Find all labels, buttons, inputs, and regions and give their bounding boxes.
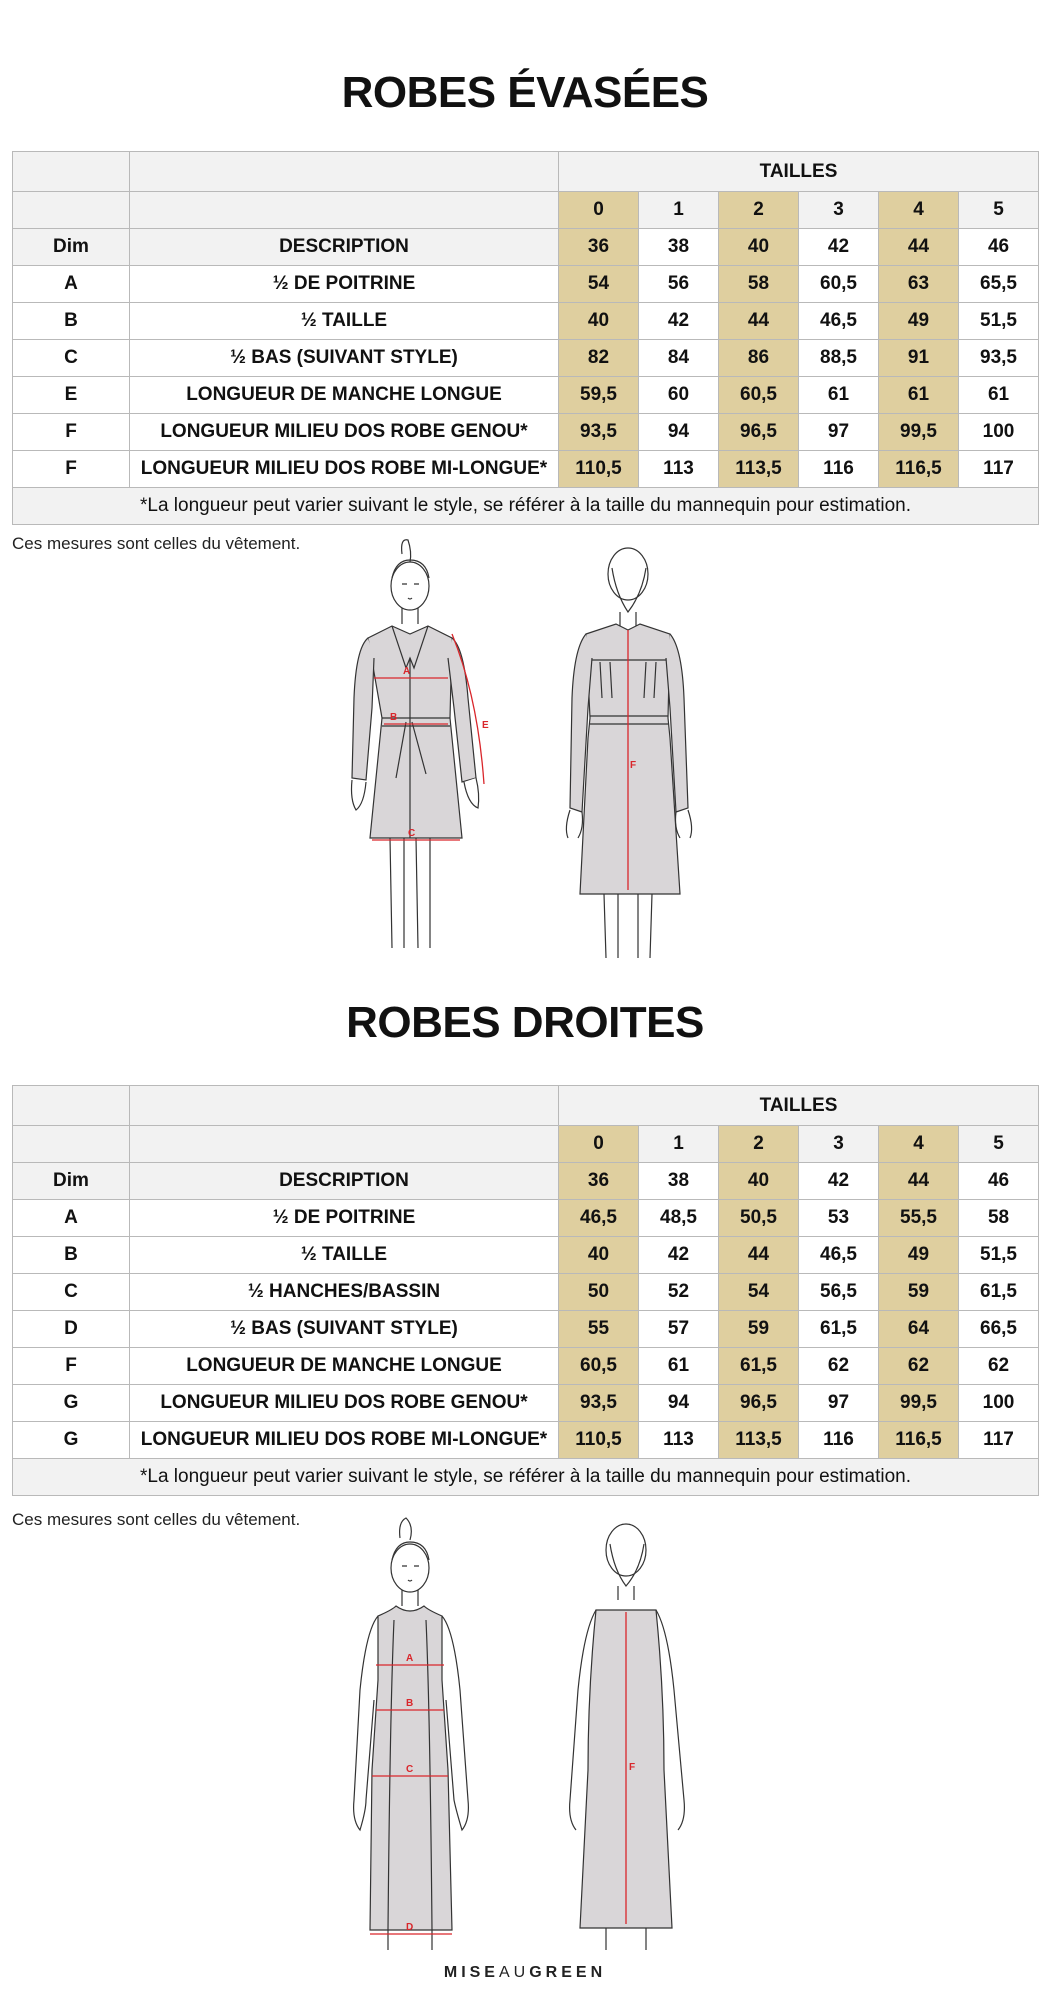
front-figure-droite <box>354 1518 469 1950</box>
description-cell: ½ HANCHES/BASSIN <box>130 1274 559 1311</box>
measurement-cell: 54 <box>559 266 639 303</box>
table-row <box>13 1274 1039 1311</box>
empty-cell <box>13 1086 130 1126</box>
table-row <box>13 377 1039 414</box>
table-row <box>13 1200 1039 1237</box>
mesures-note: Ces mesures sont celles du vêtement. <box>12 534 301 553</box>
size-value-header: 46 <box>959 229 1039 266</box>
measurement-cell: 110,5 <box>559 1422 639 1459</box>
size-table-evasees <box>12 151 1039 525</box>
size-value-header: 40 <box>719 229 799 266</box>
brand-logo: MISEAUGREEN <box>443 1964 607 1981</box>
description-cell: ½ BAS (SUIVANT STYLE) <box>130 340 559 377</box>
measurement-cell: 93,5 <box>559 414 639 451</box>
measurement-cell: 57 <box>639 1311 719 1348</box>
front-label-c: C <box>406 1764 414 1775</box>
measurement-cell: 84 <box>639 340 719 377</box>
measurement-cell: 61,5 <box>959 1274 1039 1311</box>
front-label-d: D <box>406 1922 414 1933</box>
measurement-cell: 51,5 <box>959 303 1039 340</box>
measurement-cell: 62 <box>959 1348 1039 1385</box>
size-value-header: 46 <box>959 1163 1039 1200</box>
size-index-cell: 3 <box>799 1126 879 1163</box>
description-cell: ½ DE POITRINE <box>130 266 559 303</box>
measurement-cell: 113,5 <box>719 451 799 488</box>
size-index-cell: 3 <box>799 192 879 229</box>
measurement-cell: 46,5 <box>559 1200 639 1237</box>
front-label-b: B <box>406 1698 414 1709</box>
size-index-cell: 1 <box>639 1126 719 1163</box>
front-figure-evasee <box>352 540 479 948</box>
dim-cell: A <box>13 1200 130 1237</box>
measurement-cell: 44 <box>719 1237 799 1274</box>
measurement-cell: 99,5 <box>879 1385 959 1422</box>
measurement-cell: 64 <box>879 1311 959 1348</box>
measurement-cell: 46,5 <box>799 1237 879 1274</box>
measurement-cell: 62 <box>879 1348 959 1385</box>
dim-header: Dim <box>13 1163 130 1200</box>
description-cell: ½ BAS (SUIVANT STYLE) <box>130 1311 559 1348</box>
dim-cell: B <box>13 1237 130 1274</box>
table-row <box>13 1237 1039 1274</box>
measurement-cell: 59,5 <box>559 377 639 414</box>
description-cell: LONGUEUR DE MANCHE LONGUE <box>130 1348 559 1385</box>
section1-title: ROBES ÉVASÉES <box>341 68 709 117</box>
measurement-cell: 61,5 <box>719 1348 799 1385</box>
front-label-e: E <box>482 720 489 731</box>
size-value-header: 42 <box>799 1163 879 1200</box>
size-index-cell: 5 <box>959 192 1039 229</box>
description-cell: LONGUEUR MILIEU DOS ROBE MI-LONGUE* <box>130 1422 559 1459</box>
table-row <box>13 303 1039 340</box>
size-table-droites <box>12 1085 1039 1496</box>
measurement-cell: 61,5 <box>799 1311 879 1348</box>
measurement-cell: 62 <box>799 1348 879 1385</box>
measurement-cell: 55,5 <box>879 1200 959 1237</box>
measurement-cell: 91 <box>879 340 959 377</box>
measurement-cell: 94 <box>639 414 719 451</box>
measurement-cell: 44 <box>719 303 799 340</box>
length-note: *La longueur peut varier suivant le style, se référer à la taille du mannequin pour estimation. <box>13 1459 1039 1496</box>
dim-cell: F <box>13 414 130 451</box>
empty-cell <box>13 152 130 192</box>
measurement-cell: 61 <box>799 377 879 414</box>
size-index-cell: 4 <box>879 1126 959 1163</box>
measurement-cell: 66,5 <box>959 1311 1039 1348</box>
table-row <box>13 414 1039 451</box>
measurement-cell: 88,5 <box>799 340 879 377</box>
dim-cell: G <box>13 1385 130 1422</box>
measurement-cell: 65,5 <box>959 266 1039 303</box>
measurement-cell: 113 <box>639 451 719 488</box>
dim-cell: B <box>13 303 130 340</box>
size-value-header: 42 <box>799 229 879 266</box>
description-cell: LONGUEUR MILIEU DOS ROBE GENOU* <box>130 414 559 451</box>
size-index-cell: 1 <box>639 192 719 229</box>
measurement-cell: 113,5 <box>719 1422 799 1459</box>
description-cell: LONGUEUR MILIEU DOS ROBE GENOU* <box>130 1385 559 1422</box>
measurement-cell: 50,5 <box>719 1200 799 1237</box>
measurement-cell: 116,5 <box>879 451 959 488</box>
measurement-cell: 100 <box>959 414 1039 451</box>
front-label-c: C <box>408 828 416 839</box>
size-value-header: 36 <box>559 229 639 266</box>
measurement-cell: 96,5 <box>719 414 799 451</box>
empty-cell <box>130 1086 559 1126</box>
measurement-cell: 116,5 <box>879 1422 959 1459</box>
description-cell: ½ TAILLE <box>130 303 559 340</box>
measurement-cell: 51,5 <box>959 1237 1039 1274</box>
measurement-cell: 60 <box>639 377 719 414</box>
measurement-cell: 94 <box>639 1385 719 1422</box>
measurement-cell: 93,5 <box>559 1385 639 1422</box>
dim-cell: G <box>13 1422 130 1459</box>
measurement-cell: 97 <box>799 1385 879 1422</box>
size-value-header: 40 <box>719 1163 799 1200</box>
dim-cell: D <box>13 1311 130 1348</box>
size-value-header: 36 <box>559 1163 639 1200</box>
size-value-header: 38 <box>639 1163 719 1200</box>
front-label-b: B <box>390 712 398 723</box>
measurement-cell: 59 <box>879 1274 959 1311</box>
measurement-cell: 56,5 <box>799 1274 879 1311</box>
measurement-cell: 60,5 <box>559 1348 639 1385</box>
measurement-cell: 61 <box>879 377 959 414</box>
section2-title: ROBES DROITES <box>346 998 704 1047</box>
size-index-cell: 5 <box>959 1126 1039 1163</box>
measurement-cell: 60,5 <box>799 266 879 303</box>
table-row <box>13 340 1039 377</box>
measurement-cell: 117 <box>959 451 1039 488</box>
measurement-cell: 117 <box>959 1422 1039 1459</box>
measurement-cell: 61 <box>959 377 1039 414</box>
size-index-cell: 0 <box>559 1126 639 1163</box>
measurement-cell: 46,5 <box>799 303 879 340</box>
table-row <box>13 1422 1039 1459</box>
measurement-cell: 48,5 <box>639 1200 719 1237</box>
droite-dress-figures <box>330 1510 710 1950</box>
measurement-cell: 53 <box>799 1200 879 1237</box>
measurement-cell: 82 <box>559 340 639 377</box>
tailles-header: TAILLES <box>559 152 1039 192</box>
measurement-cell: 110,5 <box>559 451 639 488</box>
empty-cell <box>13 1126 130 1163</box>
dim-cell: F <box>13 451 130 488</box>
back-label-f: F <box>630 760 637 771</box>
dim-cell: A <box>13 266 130 303</box>
dim-cell: F <box>13 1348 130 1385</box>
measurement-cell: 58 <box>959 1200 1039 1237</box>
measurement-cell: 93,5 <box>959 340 1039 377</box>
measurement-cell: 40 <box>559 1237 639 1274</box>
description-cell: ½ TAILLE <box>130 1237 559 1274</box>
tailles-header: TAILLES <box>559 1086 1039 1126</box>
back-figure-droite <box>570 1524 685 1950</box>
front-label-a: A <box>406 1653 414 1664</box>
measurement-cell: 60,5 <box>719 377 799 414</box>
measurement-cell: 61 <box>639 1348 719 1385</box>
measurement-cell: 58 <box>719 266 799 303</box>
empty-cell <box>130 1126 559 1163</box>
evasee-dress-figures <box>330 538 710 958</box>
table-row <box>13 1311 1039 1348</box>
description-header: DESCRIPTION <box>130 1163 559 1200</box>
dim-cell: C <box>13 340 130 377</box>
measurement-cell: 97 <box>799 414 879 451</box>
measurement-cell: 54 <box>719 1274 799 1311</box>
mesures-note: Ces mesures sont celles du vêtement. <box>12 1510 301 1529</box>
size-index-cell: 4 <box>879 192 959 229</box>
empty-cell <box>130 152 559 192</box>
measurement-cell: 52 <box>639 1274 719 1311</box>
table-row <box>13 1348 1039 1385</box>
dim-cell: C <box>13 1274 130 1311</box>
measurement-cell: 55 <box>559 1311 639 1348</box>
measurement-cell: 42 <box>639 303 719 340</box>
measurement-cell: 49 <box>879 303 959 340</box>
measurement-cell: 49 <box>879 1237 959 1274</box>
length-note: *La longueur peut varier suivant le style, se référer à la taille du mannequin pour estimation. <box>13 488 1039 525</box>
measurement-cell: 63 <box>879 266 959 303</box>
size-value-header: 38 <box>639 229 719 266</box>
size-index-cell: 0 <box>559 192 639 229</box>
dim-header: Dim <box>13 229 130 266</box>
measurement-cell: 50 <box>559 1274 639 1311</box>
measurement-cell: 113 <box>639 1422 719 1459</box>
dim-cell: E <box>13 377 130 414</box>
description-header: DESCRIPTION <box>130 229 559 266</box>
measurement-cell: 40 <box>559 303 639 340</box>
measurement-cell: 59 <box>719 1311 799 1348</box>
back-label-f: F <box>629 1762 636 1773</box>
table-row <box>13 451 1039 488</box>
measurement-cell: 100 <box>959 1385 1039 1422</box>
table-row <box>13 1385 1039 1422</box>
description-cell: LONGUEUR DE MANCHE LONGUE <box>130 377 559 414</box>
back-figure-evasee <box>566 548 691 958</box>
description-cell: ½ DE POITRINE <box>130 1200 559 1237</box>
measurement-cell: 56 <box>639 266 719 303</box>
empty-cell <box>130 192 559 229</box>
size-value-header: 44 <box>879 1163 959 1200</box>
empty-cell <box>13 192 130 229</box>
table-row <box>13 266 1039 303</box>
measurement-cell: 116 <box>799 1422 879 1459</box>
size-index-cell: 2 <box>719 192 799 229</box>
front-label-a: A <box>403 666 411 677</box>
description-cell: LONGUEUR MILIEU DOS ROBE MI-LONGUE* <box>130 451 559 488</box>
size-index-cell: 2 <box>719 1126 799 1163</box>
measurement-cell: 42 <box>639 1237 719 1274</box>
measurement-cell: 96,5 <box>719 1385 799 1422</box>
size-value-header: 44 <box>879 229 959 266</box>
measurement-cell: 116 <box>799 451 879 488</box>
measurement-cell: 99,5 <box>879 414 959 451</box>
measurement-cell: 86 <box>719 340 799 377</box>
